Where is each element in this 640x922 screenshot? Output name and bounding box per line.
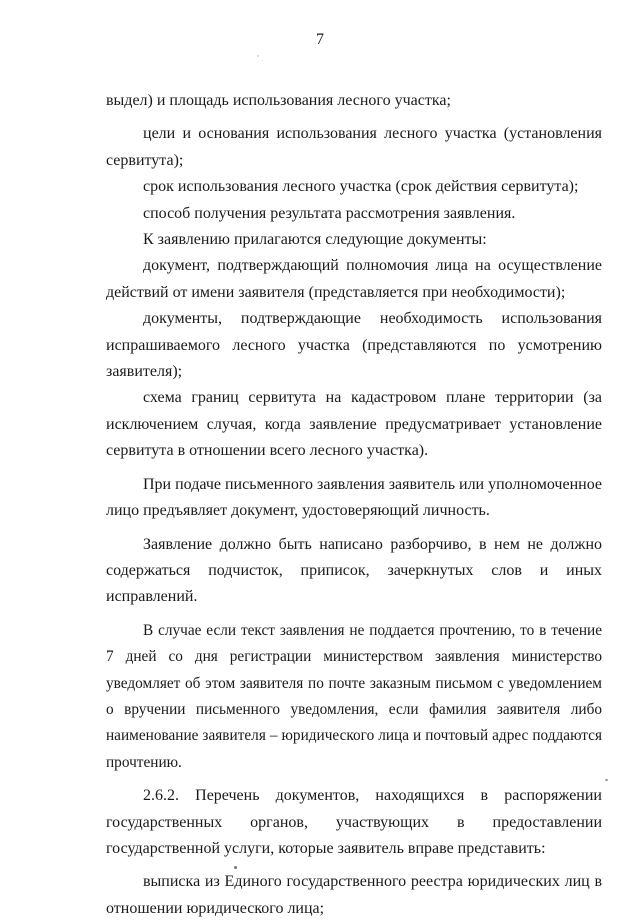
paragraph-registry-extract: выписка из Единого государственного реестра юридических лиц в отношении юридического лица; — [106, 873, 602, 917]
paragraph-identity-document: При подаче письменного заявления заявитель или уполномоченное лицо предъявляет документ, удостоверяющий личность. — [106, 475, 602, 520]
paragraph-authority-document: документ, подтверждающий полномочия лица на осуществление действий от имени заявителя (представляется при необходимости); — [106, 257, 602, 301]
paragraph-result-method: способ получения результата рассмотрения заявления. — [143, 204, 516, 222]
paragraph-plot-area: выдел) и площадь использования лесного участка; — [106, 92, 451, 109]
scan-speck — [257, 55, 259, 57]
paragraph-legibility: Заявление должно быть написано разборчиво, в нем не должно содержаться подчисток, приписок, зачеркнутых слов и иных исправлений. — [106, 535, 602, 606]
paragraph-section-2-6-2: 2.6.2. Перечень документов, находящихся в распоряжении государственных органов, участвующих в предоставлении государственной услуги, которые заявитель вправе представить: — [106, 787, 602, 857]
document-body — [106, 88, 602, 922]
paragraph-illegible-text: В случае если текст заявления не поддается прочтению, то в течение 7 дней со дня регистрации министерством заявления министерство уведомляет об этом заявителя по почте заказным письмом с уведомлением о вручении письменного уведомления, если фамилия заявителя либо наименование заявителя – юридического лица и почтовый адрес поддаются прочтению. — [106, 621, 602, 771]
paragraph-term: срок использования лесного участка (срок действия сервитута); — [143, 178, 579, 196]
paragraph-necessity-documents: документы, подтверждающие необходимость использования испрашиваемого лесного участка (представляются по усмотрению заявителя); — [106, 310, 602, 381]
scan-speck — [605, 779, 608, 781]
scan-speck — [262, 60, 263, 61]
paragraph-purpose: цели и основания использования лесного участка (установления сервитута); — [106, 125, 602, 169]
paragraph-attachments-intro: К заявлению прилагаются следующие документы: — [143, 231, 487, 249]
paragraph-servitude-scheme: схема границ сервитута на кадастровом плане территории (за исключением случая, когда заявление предусматривает установление сервитута в отношении всего лесного участка). — [106, 389, 602, 460]
page-number: 7 — [316, 31, 324, 48]
